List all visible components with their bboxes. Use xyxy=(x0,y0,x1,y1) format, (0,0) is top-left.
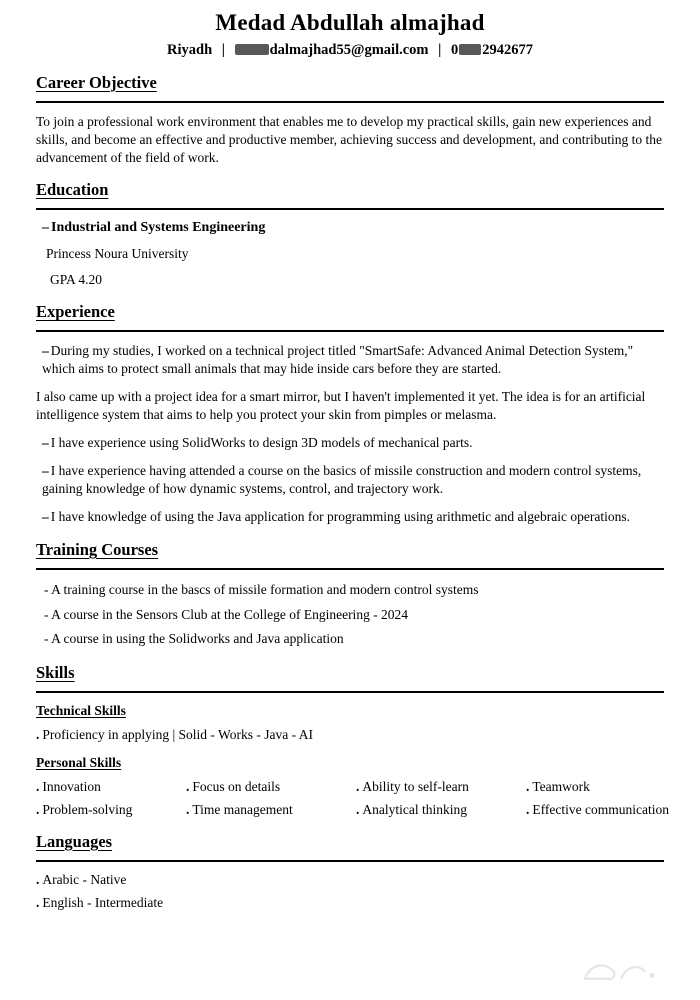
language-label: English - Intermediate xyxy=(42,894,164,910)
personal-skill-label: Time management xyxy=(192,801,293,817)
experience-item-text: During my studies, I worked on a technical project titled "SmartSafe: Advanced Animal Detection System," which aims to protect small animals that may hide inside cars before they are started. xyxy=(42,343,634,377)
experience-item-text: I also came up with a project idea for a smart mirror, but I haven't implemented it yet. The idea is for an artificial intelligence system that aims to help you protect your skin from pimples or melasma. xyxy=(36,389,646,423)
experience-item xyxy=(36,462,664,498)
education-university: Princess Noura University xyxy=(46,246,189,262)
education-dash: – xyxy=(42,220,49,236)
personal-skill-label: Analytical thinking xyxy=(362,801,467,817)
section-title-career-objective: Career Objective xyxy=(36,73,157,92)
bullet-dot: . xyxy=(36,871,40,887)
career-objective-text: To join a professional work environment that enables me to develop my practical skills, gain new experiences and skills, and become an effective and productive member, achieving success and development, and contributing to the advancement of the field of work. xyxy=(36,114,663,165)
subsection-title-personal-skills: Personal Skills xyxy=(36,754,122,770)
bullet-dot: . xyxy=(36,894,40,910)
personal-skill-item xyxy=(526,802,669,818)
experience-item xyxy=(36,508,664,526)
language-item xyxy=(36,895,664,911)
bullet-dot: . xyxy=(36,801,40,817)
personal-skill-label: Problem-solving xyxy=(42,801,133,817)
personal-skill-item xyxy=(36,802,186,818)
bullet-dot: . xyxy=(36,726,40,742)
section-rule-skills xyxy=(36,691,664,693)
personal-skill-label: Innovation xyxy=(42,778,101,794)
contact-phone xyxy=(451,42,533,58)
phone-suffix: 2942677 xyxy=(482,42,533,58)
training-course-item: - A course in the Sensors Club at the College of Engineering - 2024 xyxy=(44,606,409,622)
personal-skill-item xyxy=(526,779,669,795)
contact-city: Riyadh xyxy=(167,42,213,58)
section-title-languages: Languages xyxy=(36,831,113,851)
training-course-item: - A course in using the Solidworks and Java application xyxy=(44,631,344,647)
technical-skills-text: Proficiency in applying | Solid - Works - Java - AI xyxy=(42,726,313,742)
training-course-item: - A training course in the bascs of missile formation and modern control systems xyxy=(44,582,479,598)
section-title-experience: Experience xyxy=(36,302,115,322)
contact-line xyxy=(36,42,664,59)
section-rule-experience xyxy=(36,330,664,332)
bullet-dot: . xyxy=(526,778,530,794)
personal-skill-item xyxy=(356,779,526,795)
subsection-title-technical-skills: Technical Skills xyxy=(36,702,126,718)
experience-dash: – xyxy=(42,343,49,359)
personal-skill-label: Effective communication xyxy=(532,801,669,817)
personal-skill-label: Focus on details xyxy=(192,778,281,794)
contact-email: dalmajhad55@gmail.com xyxy=(269,42,429,58)
experience-item xyxy=(36,342,664,378)
personal-skill-item xyxy=(36,779,186,795)
language-label: Arabic - Native xyxy=(42,871,127,887)
personal-skill-label: Teamwork xyxy=(532,778,590,794)
experience-item xyxy=(36,388,664,424)
bullet-dot: . xyxy=(36,778,40,794)
bullet-dot: . xyxy=(356,801,360,817)
contact-separator-1: | xyxy=(221,42,225,58)
personal-skill-item xyxy=(186,779,356,795)
watermark-logo-icon xyxy=(578,956,664,986)
bullet-dot: . xyxy=(526,801,530,817)
section-rule-career-objective xyxy=(36,101,664,103)
personal-skill-item xyxy=(186,802,356,818)
phone-prefix: 0 xyxy=(450,42,459,58)
education-gpa: GPA 4.20 xyxy=(50,272,103,288)
section-rule-training-courses xyxy=(36,568,664,570)
page-title: Medad Abdullah almajhad xyxy=(215,10,485,35)
personal-skill-label: Ability to self-learn xyxy=(362,778,469,794)
section-title-skills: Skills xyxy=(36,662,75,682)
experience-item-text: I have knowledge of using the Java application for programming using arithmetic and algebraic operations. xyxy=(50,509,630,525)
technical-skills-line xyxy=(36,727,664,743)
contact-separator-2: | xyxy=(438,42,442,58)
language-item xyxy=(36,872,664,888)
experience-item-text: I have experience using SolidWorks to design 3D models of mechanical parts. xyxy=(50,435,473,451)
experience-item xyxy=(36,434,664,452)
experience-dash: – xyxy=(42,435,49,451)
education-degree xyxy=(42,220,664,236)
personal-skill-item xyxy=(356,802,526,818)
education-degree-label: Industrial and Systems Engineering xyxy=(51,220,266,236)
section-title-education: Education xyxy=(36,180,109,200)
experience-dash: – xyxy=(42,509,49,525)
redaction-bar-phone xyxy=(459,44,481,55)
bullet-dot: . xyxy=(356,778,360,794)
bullet-dot: . xyxy=(186,801,190,817)
personal-skills-grid xyxy=(36,778,669,818)
redaction-bar-email xyxy=(235,44,269,55)
section-rule-education xyxy=(36,208,664,210)
section-title-training-courses: Training Courses xyxy=(36,540,159,560)
bullet-dot: . xyxy=(186,778,190,794)
experience-dash: – xyxy=(42,463,49,479)
experience-item-text: I have experience having attended a course on the basics of missile construction and modern control systems, gaining knowledge of how dynamic systems, control, and trajectory work. xyxy=(42,463,642,497)
section-rule-languages xyxy=(36,860,664,862)
